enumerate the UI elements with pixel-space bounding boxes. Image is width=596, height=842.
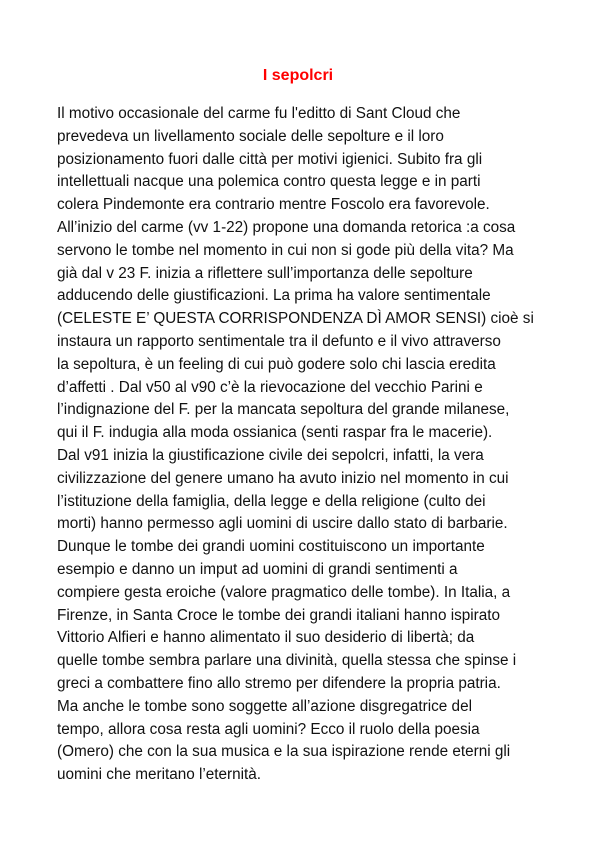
body-text-line: intellettuali nacque una polemica contro questa legge e in parti (57, 173, 481, 191)
body-text-line: (CELESTE E’ QUESTA CORRISPONDENZA DÌ AMOR SENSI) cioè si (57, 310, 534, 328)
body-text-line: Dunque le tombe dei grandi uomini costituiscono un importante (57, 538, 485, 556)
body-text-line: adducendo delle giustificazioni. La prima ha valore sentimentale (57, 287, 491, 305)
body-text-line: l’istituzione della famiglia, della legge e della religione (culto dei (57, 492, 486, 510)
body-text-line: d’affetti . Dal v50 al v90 c’è la rievocazione del vecchio Parini e (57, 378, 483, 396)
body-text-line: tempo, allora cosa resta agli uomini? Ecco il ruolo della poesia (57, 720, 480, 738)
body-text-line: colera Pindemonte era contrario mentre Foscolo era favorevole. (57, 196, 490, 214)
document-body (57, 103, 547, 787)
body-text-line: quelle tombe sembra parlare una divinità, quella stessa che spinse i (57, 652, 517, 670)
body-text-line: l’indignazione del F. per la mancata sepoltura del grande milanese, (57, 401, 510, 419)
body-text-line: Ma anche le tombe sono soggette all’azione disgregatrice del (57, 697, 472, 715)
body-text-line: compiere gesta eroiche (valore pragmatico delle tombe). In Italia, a (57, 583, 511, 601)
document-title: I sepolcri (262, 67, 334, 84)
body-text-line: greci a combattere fino allo stremo per difendere la propria patria. (57, 674, 501, 692)
body-text-line: posizionamento fuori dalle città per motivi igienici. Subito fra gli (57, 150, 483, 168)
body-text-line: All’inizio del carme (vv 1-22) propone una domanda retorica :a cosa (57, 218, 516, 236)
body-text-line: civilizzazione del genere umano ha avuto inizio nel momento in cui (57, 469, 509, 487)
body-text-line: instaura un rapporto sentimentale tra il defunto e il vivo attraverso (57, 332, 501, 350)
body-text-line: Firenze, in Santa Croce le tombe dei grandi italiani hanno ispirato (57, 606, 501, 624)
body-text-line: Dal v91 inizia la giustificazione civile dei sepolcri, infatti, la vera (57, 446, 484, 464)
body-text-line: uomini che meritano l’eternità. (57, 766, 262, 784)
body-text-line: qui il F. indugia alla moda ossianica (senti raspar fra le macerie). (57, 424, 493, 442)
body-text-line: prevedeva un livellamento sociale delle sepolture e il loro (57, 127, 444, 145)
body-text-line: servono le tombe nel momento in cui non si gode più della vita? Ma (57, 241, 514, 259)
body-text-line: morti) hanno permesso agli uomini di uscire dallo stato di barbarie. (57, 515, 508, 533)
body-text-line: la sepoltura, è un feeling di cui può godere solo chi lascia eredita (57, 355, 496, 373)
body-text-line: (Omero) che con la sua musica e la sua ispirazione rende eterni gli (57, 743, 511, 761)
body-text-line: Vittorio Alfieri e hanno alimentato il suo desiderio di libertà; da (57, 629, 475, 647)
body-text-line: Il motivo occasionale del carme fu l'editto di Sant Cloud che (57, 105, 461, 122)
body-text-line: esempio e danno un imput ad uomini di grandi sentimenti a (57, 560, 458, 578)
body-text-line: già dal v 23 F. inizia a riflettere sull’importanza delle sepolture (57, 264, 473, 282)
